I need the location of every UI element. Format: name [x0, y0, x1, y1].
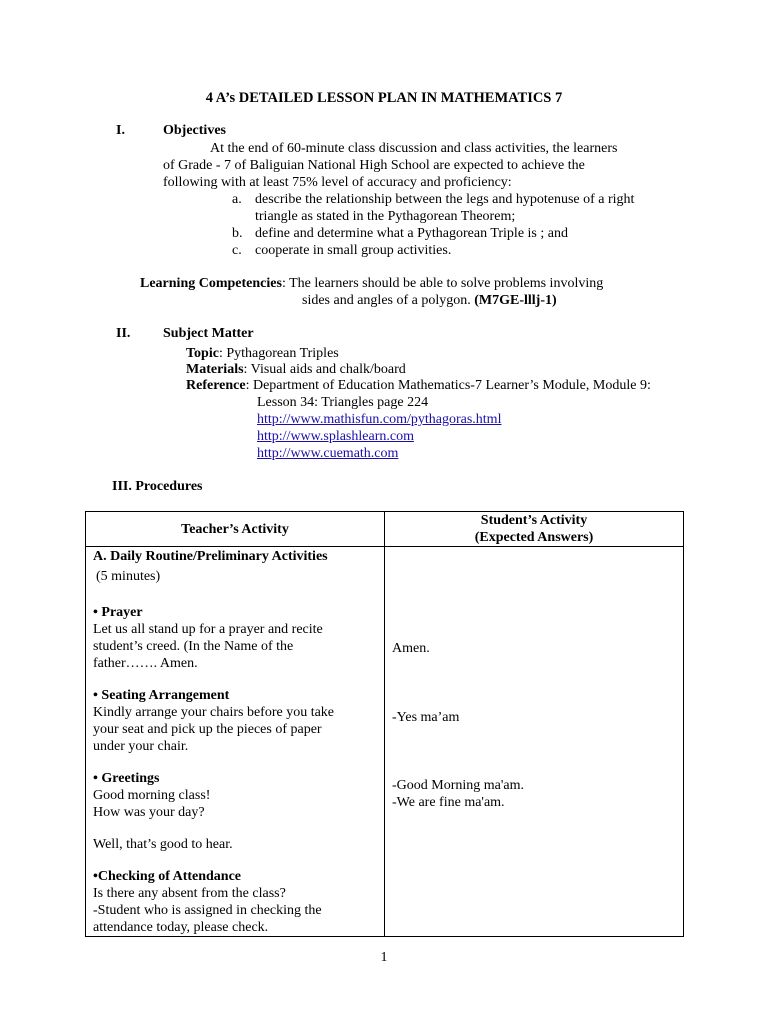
- teacher-header-text: Teacher’s Activity: [181, 521, 289, 537]
- attendance-title: •Checking of Attendance: [93, 869, 242, 884]
- objective-marker: c.: [232, 243, 242, 258]
- procedures-heading: III. Procedures: [112, 479, 203, 494]
- answer-prayer: Amen.: [392, 641, 430, 656]
- competencies-label: Learning Competencies: [140, 276, 282, 291]
- objectives-numeral: I.: [116, 123, 125, 138]
- competencies-line-2: [302, 292, 557, 309]
- student-activity-header: [385, 512, 684, 547]
- answer-greeting: -Good Morning ma'am.: [392, 778, 525, 793]
- seating-text: under your chair.: [93, 739, 189, 754]
- student-header-text: Student’s Activity: [480, 513, 588, 528]
- reference-link[interactable]: http://www.mathisfun.com/pythagoras.html: [257, 412, 502, 427]
- greetings-followup: Well, that’s good to hear.: [93, 837, 233, 852]
- greetings-text: How was your day?: [93, 805, 205, 820]
- prayer-text: father……. Amen.: [93, 656, 198, 671]
- attendance-text: Is there any absent from the class?: [93, 886, 286, 901]
- attendance-text: -Student who is assigned in checking the: [93, 903, 322, 918]
- teacher-activity-cell: [86, 547, 385, 937]
- materials-value: : Visual aids and chalk/board: [243, 362, 406, 377]
- attendance-text: attendance today, please check.: [93, 920, 269, 935]
- topic-line: [186, 345, 339, 362]
- topic-value: : Pythagorean Triples: [218, 346, 339, 361]
- page-number: 1: [380, 950, 388, 965]
- competencies-text: : The learners should be able to solve problems involving: [281, 276, 604, 291]
- reference-link[interactable]: http://www.splashlearn.com: [257, 429, 414, 444]
- greetings-text: Good morning class!: [93, 788, 211, 803]
- student-header-subtext: (Expected Answers): [474, 530, 594, 545]
- reference-line: [186, 377, 651, 394]
- subject-numeral: II.: [116, 326, 131, 341]
- document-title: 4 A’s DETAILED LESSON PLAN IN MATHEMATICS 7: [205, 90, 563, 106]
- reference-line-2: Lesson 34: Triangles page 224: [257, 395, 429, 410]
- seating-title: • Seating Arrangement: [93, 688, 230, 703]
- prayer-text: Let us all stand up for a prayer and recite: [93, 622, 323, 637]
- student-activity-cell: [385, 547, 684, 937]
- subject-heading: Subject Matter: [163, 326, 254, 341]
- objectives-intro-line: of Grade - 7 of Baliguian National High School are expected to achieve the: [163, 158, 585, 173]
- seating-text: your seat and pick up the pieces of paper: [93, 722, 322, 737]
- teacher-activity-header: [86, 512, 385, 547]
- objectives-intro-line: following with at least 75% level of accuracy and proficiency:: [163, 175, 512, 190]
- objective-text: define and determine what a Pythagorean Triple is ; and: [255, 226, 568, 241]
- reference-label: Reference: [186, 378, 246, 393]
- greetings-title: • Greetings: [93, 771, 160, 786]
- materials-line: [186, 361, 406, 378]
- materials-label: Materials: [186, 362, 244, 377]
- section-a-title: A. Daily Routine/Preliminary Activities: [93, 549, 328, 564]
- duration: (5 minutes): [96, 569, 161, 584]
- objectives-intro-line: At the end of 60-minute class discussion and class activities, the learners: [210, 141, 618, 156]
- objective-text: triangle as stated in the Pythagorean Theorem;: [255, 209, 516, 224]
- reference-link[interactable]: http://www.cuemath.com: [257, 446, 399, 461]
- competency-code: (M7GE-lllj-1): [474, 293, 557, 308]
- answer-greeting: -We are fine ma'am.: [392, 795, 505, 810]
- procedures-table: [85, 511, 684, 937]
- objective-text: describe the relationship between the legs and hypotenuse of a right: [255, 192, 635, 207]
- objectives-heading: Objectives: [163, 123, 226, 138]
- objective-text: cooperate in small group activities.: [255, 243, 452, 258]
- seating-text: Kindly arrange your chairs before you take: [93, 705, 335, 720]
- answer-seating: -Yes ma’am: [392, 710, 460, 725]
- competencies-text-2: sides and angles of a polygon.: [302, 293, 471, 308]
- prayer-text: student’s creed. (In the Name of the: [93, 639, 294, 654]
- reference-value: : Department of Education Mathematics-7 Learner’s Module, Module 9:: [245, 378, 651, 393]
- objective-marker: b.: [232, 226, 243, 241]
- prayer-title: • Prayer: [93, 605, 143, 620]
- topic-label: Topic: [186, 346, 219, 361]
- objective-marker: a.: [232, 192, 242, 207]
- competencies-line: [140, 275, 603, 292]
